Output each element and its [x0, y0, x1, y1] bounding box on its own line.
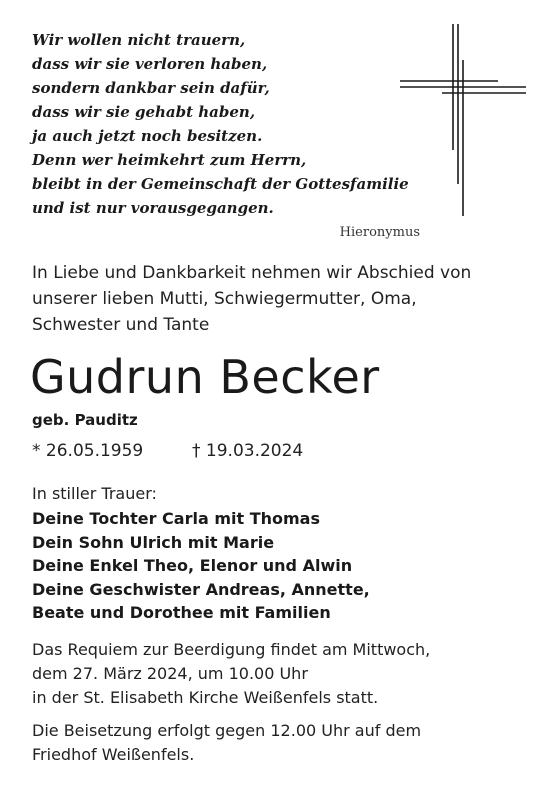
deceased-name: Gudrun Becker [30, 350, 380, 404]
intro-line: unserer lieben Mutti, Schwiegermutter, Oma, [32, 289, 417, 309]
poem-line: Denn wer heimkehrt zum Herrn, [32, 151, 307, 169]
cross-icon [398, 24, 528, 219]
mourners-intro: In stiller Trauer: [32, 484, 157, 503]
burial-notice [32, 719, 532, 767]
burial-line: Friedhof Weißenfels. [32, 745, 195, 764]
mourner-line: Deine Tochter Carla mit Thomas [32, 509, 320, 528]
poem-line: dass wir sie gehabt haben, [32, 103, 256, 121]
poem-line: Wir wollen nicht trauern, [32, 31, 246, 49]
poem [32, 28, 412, 220]
mourner-line: Deine Enkel Theo, Elenor und Alwin [32, 556, 353, 575]
poem-line: dass wir sie verloren haben, [32, 55, 268, 73]
mourner-line: Deine Geschwister Andreas, Annette, [32, 579, 370, 599]
birth-date: * 26.05.1959 [32, 441, 144, 461]
intro-line: In Liebe und Dankbarkeit nehmen wir Abschied von [32, 263, 472, 283]
birth-name: geb. Pauditz [32, 411, 138, 429]
poem-line: sondern dankbar sein dafür, [32, 79, 270, 97]
intro-line: Schwester und Tante [32, 315, 210, 335]
intro-text [32, 260, 532, 338]
mourner-line: Dein Sohn Ulrich mit Marie [32, 532, 275, 552]
poem-line: bleibt in der Gemeinschaft der Gottesfamilie [32, 175, 409, 193]
requiem-line: dem 27. März 2024, um 10.00 Uhr [32, 664, 308, 683]
mourner-line: Beate und Dorothee mit Familien [32, 603, 331, 622]
poem-line: und ist nur vorausgegangen. [32, 199, 274, 217]
death-date: † 19.03.2024 [192, 441, 304, 461]
poem-author: Hieronymus [339, 225, 420, 240]
poem-line: ja auch jetzt noch besitzen. [32, 127, 263, 145]
life-dates [32, 441, 304, 461]
requiem-notice [32, 638, 532, 710]
requiem-line: in der St. Elisabeth Kirche Weißenfels statt. [32, 688, 379, 707]
requiem-line: Das Requiem zur Beerdigung findet am Mittwoch, [32, 640, 431, 659]
mourners-list [32, 507, 532, 625]
burial-line: Die Beisetzung erfolgt gegen 12.00 Uhr auf dem [32, 721, 422, 740]
